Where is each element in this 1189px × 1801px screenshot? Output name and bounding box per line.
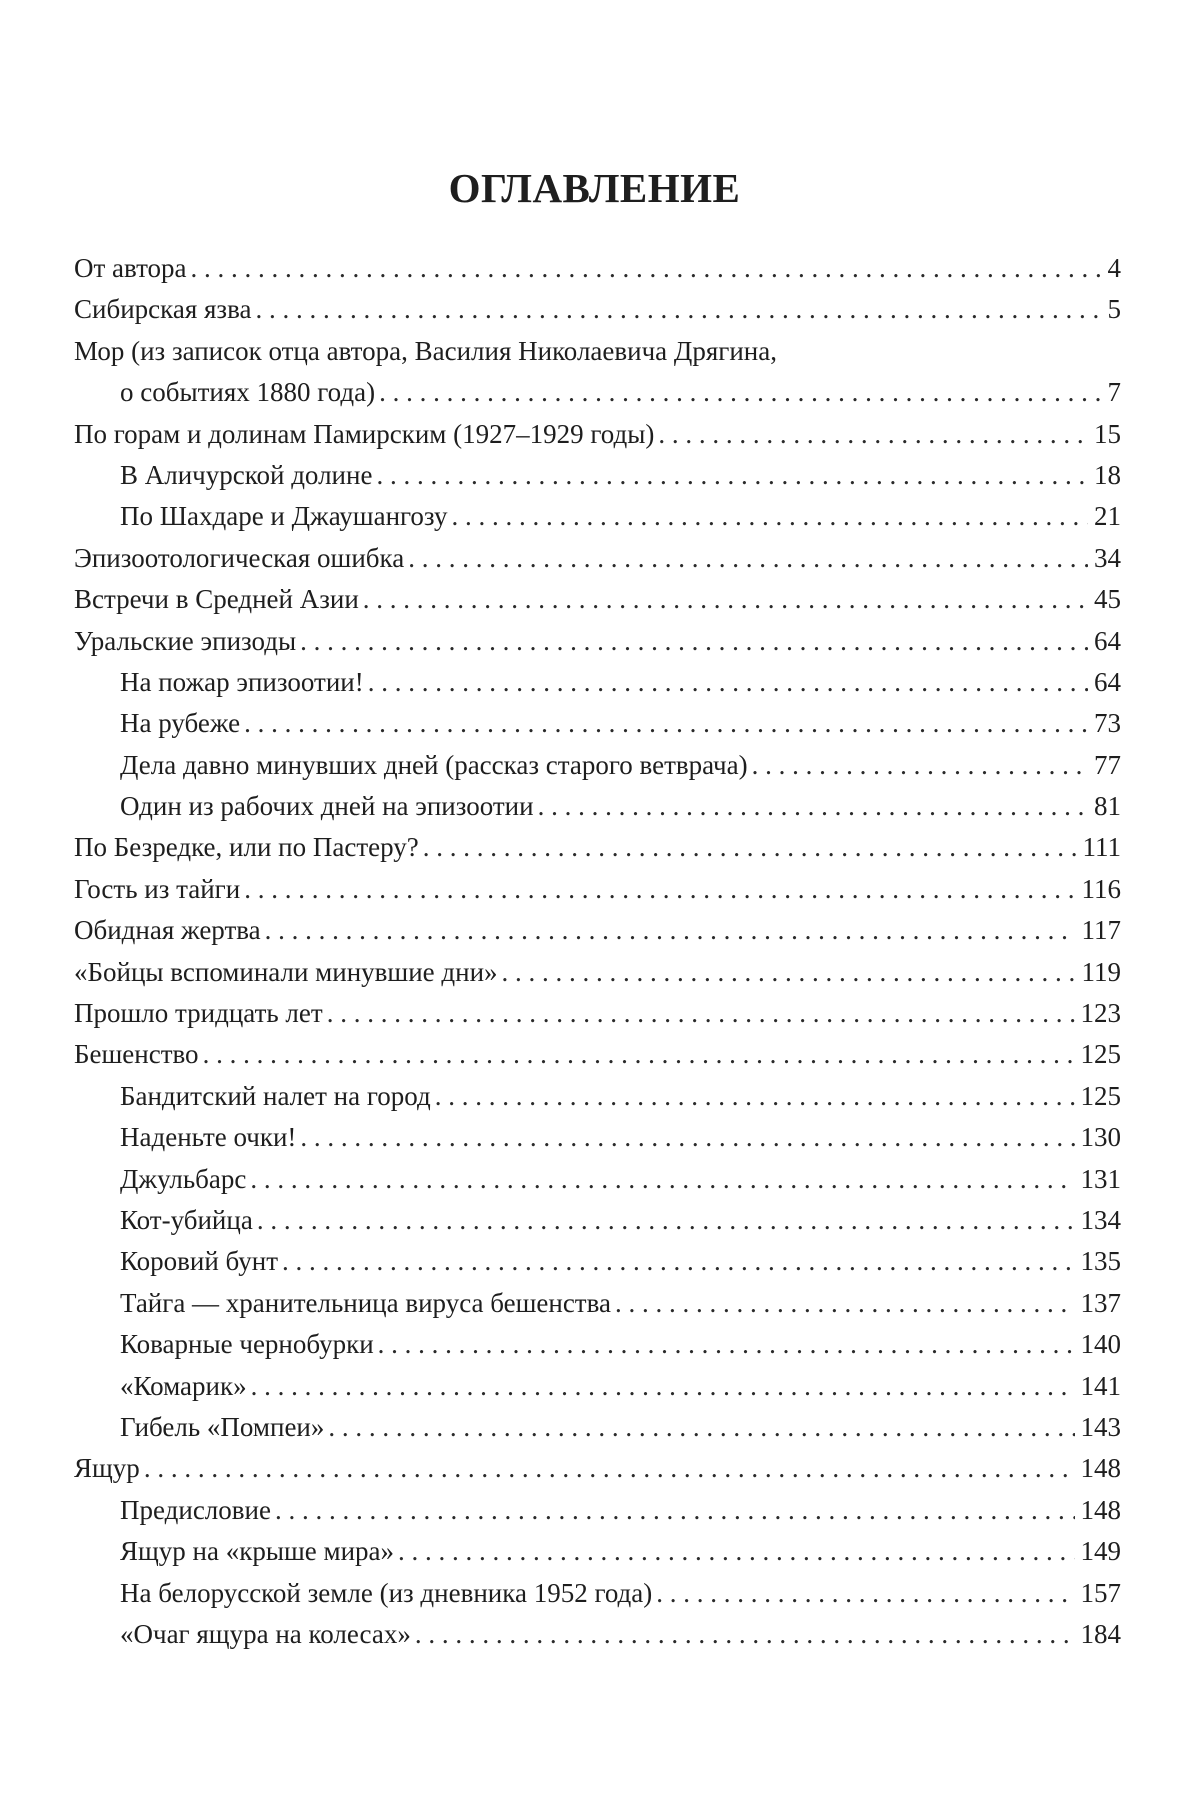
dot-leader <box>378 1324 1075 1365</box>
toc-entry-title: В Аличурской долине <box>120 459 373 490</box>
toc-page-number: 64 <box>1094 666 1121 697</box>
toc-page-number: 18 <box>1094 459 1121 490</box>
toc-page-number: 117 <box>1081 915 1121 946</box>
dot-leader <box>203 1034 1075 1075</box>
toc-page-number: 130 <box>1080 1122 1121 1153</box>
toc-entry <box>74 496 1121 537</box>
toc-page-number: 184 <box>1080 1618 1121 1649</box>
toc-entry <box>74 579 1121 620</box>
toc-entry-title: Ящур на «крыше мира» <box>120 1536 395 1567</box>
toc-page-number: 7 <box>1107 377 1121 408</box>
toc-entry <box>74 786 1121 827</box>
dot-leader <box>415 1614 1075 1655</box>
toc-entry <box>74 1614 1121 1655</box>
toc-entry-title: На пожар эпизоотии! <box>120 666 364 697</box>
toc-entry-title: Один из рабочих дней на эпизоотии <box>120 791 534 822</box>
dot-leader <box>435 1076 1075 1117</box>
toc-entry-title: Мор (из записок отца автора, Василия Николаевича Дрягина, <box>74 335 777 366</box>
toc-entry <box>74 1076 1121 1117</box>
toc-page-number: 149 <box>1080 1536 1121 1567</box>
toc-page-number: 141 <box>1080 1370 1121 1401</box>
toc-entry-title: Коварные чернобурки <box>120 1329 374 1360</box>
dot-leader <box>327 993 1075 1034</box>
toc-entry <box>74 993 1121 1034</box>
toc-entry-title: Бандитский налет на город <box>120 1080 431 1111</box>
toc-entry <box>74 1200 1121 1241</box>
toc-page-number: 148 <box>1080 1494 1121 1525</box>
dot-leader <box>615 1283 1075 1324</box>
page-title: ОГЛАВЛЕНИЕ <box>448 165 741 211</box>
toc-entry-title: Джульбарс <box>120 1163 247 1194</box>
dot-leader <box>368 662 1088 703</box>
dot-leader <box>452 496 1088 537</box>
toc-entry-title: Наденьте очки! <box>120 1122 297 1153</box>
toc-entry-continuation <box>74 372 1121 413</box>
toc-page-number: 140 <box>1080 1329 1121 1360</box>
toc-entry-title: Эпизоотологическая ошибка <box>74 542 405 573</box>
toc-page-number: 34 <box>1094 542 1121 573</box>
toc-entry <box>74 1324 1121 1365</box>
toc-entry-title: Встречи в Средней Азии <box>74 584 359 615</box>
toc-entry <box>74 1407 1121 1448</box>
toc-entry <box>74 455 1121 496</box>
dot-leader <box>656 1573 1074 1614</box>
toc-page-number: 45 <box>1094 584 1121 615</box>
dot-leader <box>363 579 1088 620</box>
toc-entry-title: Гибель «Помпеи» <box>120 1411 325 1442</box>
toc-page-number: 119 <box>1081 956 1121 987</box>
dot-leader <box>328 1407 1074 1448</box>
dot-leader <box>423 827 1077 868</box>
toc-entry-title: «Бойцы вспоминали минувшие дни» <box>74 956 498 987</box>
dot-leader <box>379 372 1101 413</box>
toc-entry <box>74 621 1121 662</box>
toc-entry <box>74 827 1121 868</box>
dot-leader <box>408 538 1088 579</box>
dot-leader <box>144 1448 1075 1489</box>
toc-entry-title: Уральские эпизоды <box>74 625 297 656</box>
toc-page-number: 134 <box>1080 1204 1121 1235</box>
toc-page-number: 81 <box>1094 791 1121 822</box>
toc-page-number: 77 <box>1094 749 1121 780</box>
toc-page-number: 131 <box>1080 1163 1121 1194</box>
toc-entry-title: «Очаг ящура на колесах» <box>120 1618 411 1649</box>
toc-entry <box>74 1531 1121 1572</box>
toc-entry-title: По горам и долинам Памирским (1927–1929 годы) <box>74 418 655 449</box>
toc-entry-title-continuation: о событиях 1880 года) <box>120 377 376 408</box>
table-of-contents <box>74 248 1121 1655</box>
toc-entry-title: Предисловие <box>120 1494 271 1525</box>
toc-entry <box>74 1283 1121 1324</box>
toc-entry-title: Коровий бунт <box>120 1246 279 1277</box>
toc-page-number: 135 <box>1080 1246 1121 1277</box>
dot-leader <box>376 455 1088 496</box>
dot-leader <box>398 1531 1074 1572</box>
toc-page-number: 157 <box>1080 1577 1121 1608</box>
toc-entry-title: На рубеже <box>120 708 241 739</box>
toc-entry-title: Обидная жертва <box>74 915 261 946</box>
toc-entry-title: По Безредке, или по Пастеру? <box>74 832 419 863</box>
toc-page-number: 125 <box>1080 1080 1121 1111</box>
toc-entry-title: Бешенство <box>74 1039 199 1070</box>
toc-entry <box>74 910 1121 951</box>
dot-leader <box>502 952 1076 993</box>
dot-leader <box>658 414 1088 455</box>
dot-leader <box>257 1200 1075 1241</box>
toc-entry <box>74 745 1121 786</box>
dot-leader <box>300 621 1088 662</box>
dot-leader <box>300 1117 1074 1158</box>
toc-entry <box>74 248 1121 289</box>
toc-entry <box>74 869 1121 910</box>
toc-page-number: 64 <box>1094 625 1121 656</box>
dot-leader <box>275 1490 1075 1531</box>
toc-page-number: 143 <box>1080 1411 1121 1442</box>
toc-entry-title: Тайга — хранительница вируса бешенства <box>120 1287 611 1318</box>
toc-entry <box>74 1241 1121 1282</box>
toc-entry <box>74 1366 1121 1407</box>
toc-page-number: 21 <box>1094 501 1121 532</box>
toc-entry-title: Дела давно минувших дней (рассказ старого ветврача) <box>120 749 748 780</box>
dot-leader <box>282 1241 1074 1282</box>
toc-page-number: 137 <box>1080 1287 1121 1318</box>
toc-entry <box>74 538 1121 579</box>
dot-leader <box>244 703 1088 744</box>
toc-entry <box>74 1034 1121 1075</box>
toc-entry-title: На белорусской земле (из дневника 1952 года) <box>120 1577 653 1608</box>
toc-entry-title: «Комарик» <box>120 1370 247 1401</box>
toc-entry-title: Ящур <box>74 1453 140 1484</box>
toc-entry-title: Гость из тайги <box>74 873 241 904</box>
toc-page-number: 123 <box>1080 998 1121 1029</box>
toc-entry-title: По Шахдаре и Джаушангозу <box>120 501 448 532</box>
toc-entry <box>74 1117 1121 1158</box>
dot-leader <box>250 1159 1074 1200</box>
toc-entry-title: Сибирская язва <box>74 294 252 325</box>
toc-page-number: 15 <box>1094 418 1121 449</box>
toc-entry-title: Прошло тридцать лет <box>74 998 323 1029</box>
dot-leader <box>265 910 1076 951</box>
toc-page-number: 4 <box>1107 253 1121 283</box>
toc-entry <box>74 289 1121 330</box>
toc-entry <box>74 703 1121 744</box>
dot-leader <box>251 1366 1075 1407</box>
toc-page-number: 116 <box>1081 873 1121 904</box>
toc-entry <box>74 414 1121 455</box>
toc-entry <box>74 952 1121 993</box>
toc-entry <box>74 1490 1121 1531</box>
toc-page-number: 111 <box>1082 832 1121 863</box>
toc-entry <box>74 1448 1121 1489</box>
dot-leader <box>752 745 1088 786</box>
dot-leader <box>538 786 1088 827</box>
toc-entry <box>74 331 1121 372</box>
toc-page-number: 148 <box>1080 1453 1121 1484</box>
toc-entry <box>74 662 1121 703</box>
toc-page-number: 5 <box>1107 294 1121 325</box>
toc-page-number: 125 <box>1080 1039 1121 1070</box>
dot-leader <box>191 248 1102 289</box>
dot-leader <box>255 289 1101 330</box>
toc-entry <box>74 1573 1121 1614</box>
toc-entry-title: Кот-убийца <box>120 1204 253 1235</box>
toc-entry-title: От автора <box>74 253 187 283</box>
dot-leader <box>244 869 1075 910</box>
toc-entry <box>74 1159 1121 1200</box>
toc-page-number: 73 <box>1094 708 1121 739</box>
